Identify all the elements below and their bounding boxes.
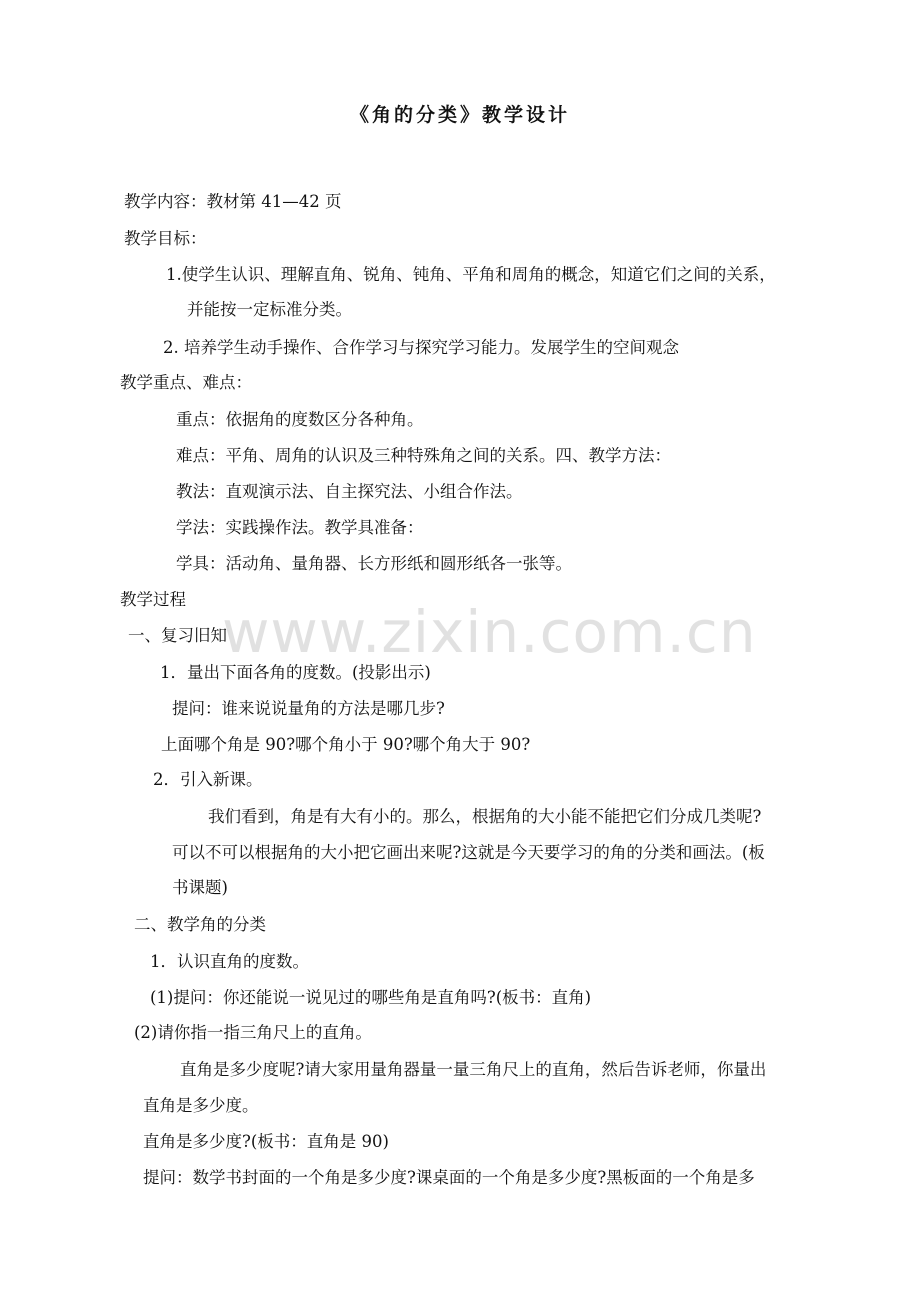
text-line: 一、复习旧知 xyxy=(128,626,227,645)
text-line: 可以不可以根据角的大小把它画出来呢?这就是今天要学习的角的分类和画法。(板 xyxy=(172,843,765,862)
text-line: 1.使学生认识、理解直角、锐角、钝角、平角和周角的概念，知道它们之间的关系， xyxy=(166,265,776,284)
text-line: 教学目标： xyxy=(124,229,207,248)
text-line: 1．量出下面各角的度数。(投影出示) xyxy=(160,663,431,682)
text-line: 教学内容：教材第 41—42 页 xyxy=(124,192,342,211)
watermark: www.zixin.com.cn xyxy=(222,598,757,666)
text-line: 学具：活动角、量角器、长方形纸和圆形纸各一张等。 xyxy=(176,554,572,573)
text-line: 直角是多少度?(板书：直角是 90) xyxy=(143,1132,389,1151)
text-line: 教法：直观演示法、自主探究法、小组合作法。 xyxy=(176,482,523,501)
text-line: 书课题) xyxy=(172,878,228,897)
text-line: 1．认识直角的度数。 xyxy=(150,952,309,971)
text-line: (1)提问：你还能说一说见过的哪些角是直角吗?(板书：直角) xyxy=(150,988,592,1007)
text-line: 教学过程 xyxy=(120,590,186,609)
text-line: 提问：数学书封面的一个角是多少度?课桌面的一个角是多少度?黑板面的一个角是多 xyxy=(143,1168,755,1187)
text-line: 并能按一定标准分类。 xyxy=(187,300,352,319)
text-line: 上面哪个角是 90?哪个角小于 90?哪个角大于 90? xyxy=(161,735,531,754)
text-line: 难点：平角、周角的认识及三种特殊角之间的关系。四、教学方法： xyxy=(176,446,671,465)
text-line: 2．引入新课。 xyxy=(153,770,263,789)
document-title: 《角的分类》教学设计 xyxy=(349,104,570,126)
text-line: (2)请你指一指三角尺上的直角。 xyxy=(134,1023,372,1042)
text-line: 直角是多少度呢?请大家用量角器量一量三角尺上的直角，然后告诉老师，你量出 xyxy=(180,1060,767,1079)
text-line: 直角是多少度。 xyxy=(143,1096,259,1115)
text-line: 重点：依据角的度数区分各种角。 xyxy=(176,410,424,429)
text-line: 提问：谁来说说量角的方法是哪几步? xyxy=(172,699,445,718)
text-line: 二、教学角的分类 xyxy=(134,915,266,934)
text-line: 2. 培养学生动手操作、合作学习与探究学习能力。发展学生的空间观念 xyxy=(163,338,679,357)
text-line: 学法：实践操作法。教学具准备： xyxy=(176,518,424,537)
text-line: 教学重点、难点： xyxy=(120,373,252,392)
text-line: 我们看到，角是有大有小的。那么，根据角的大小能不能把它们分成几类呢? xyxy=(208,807,762,826)
